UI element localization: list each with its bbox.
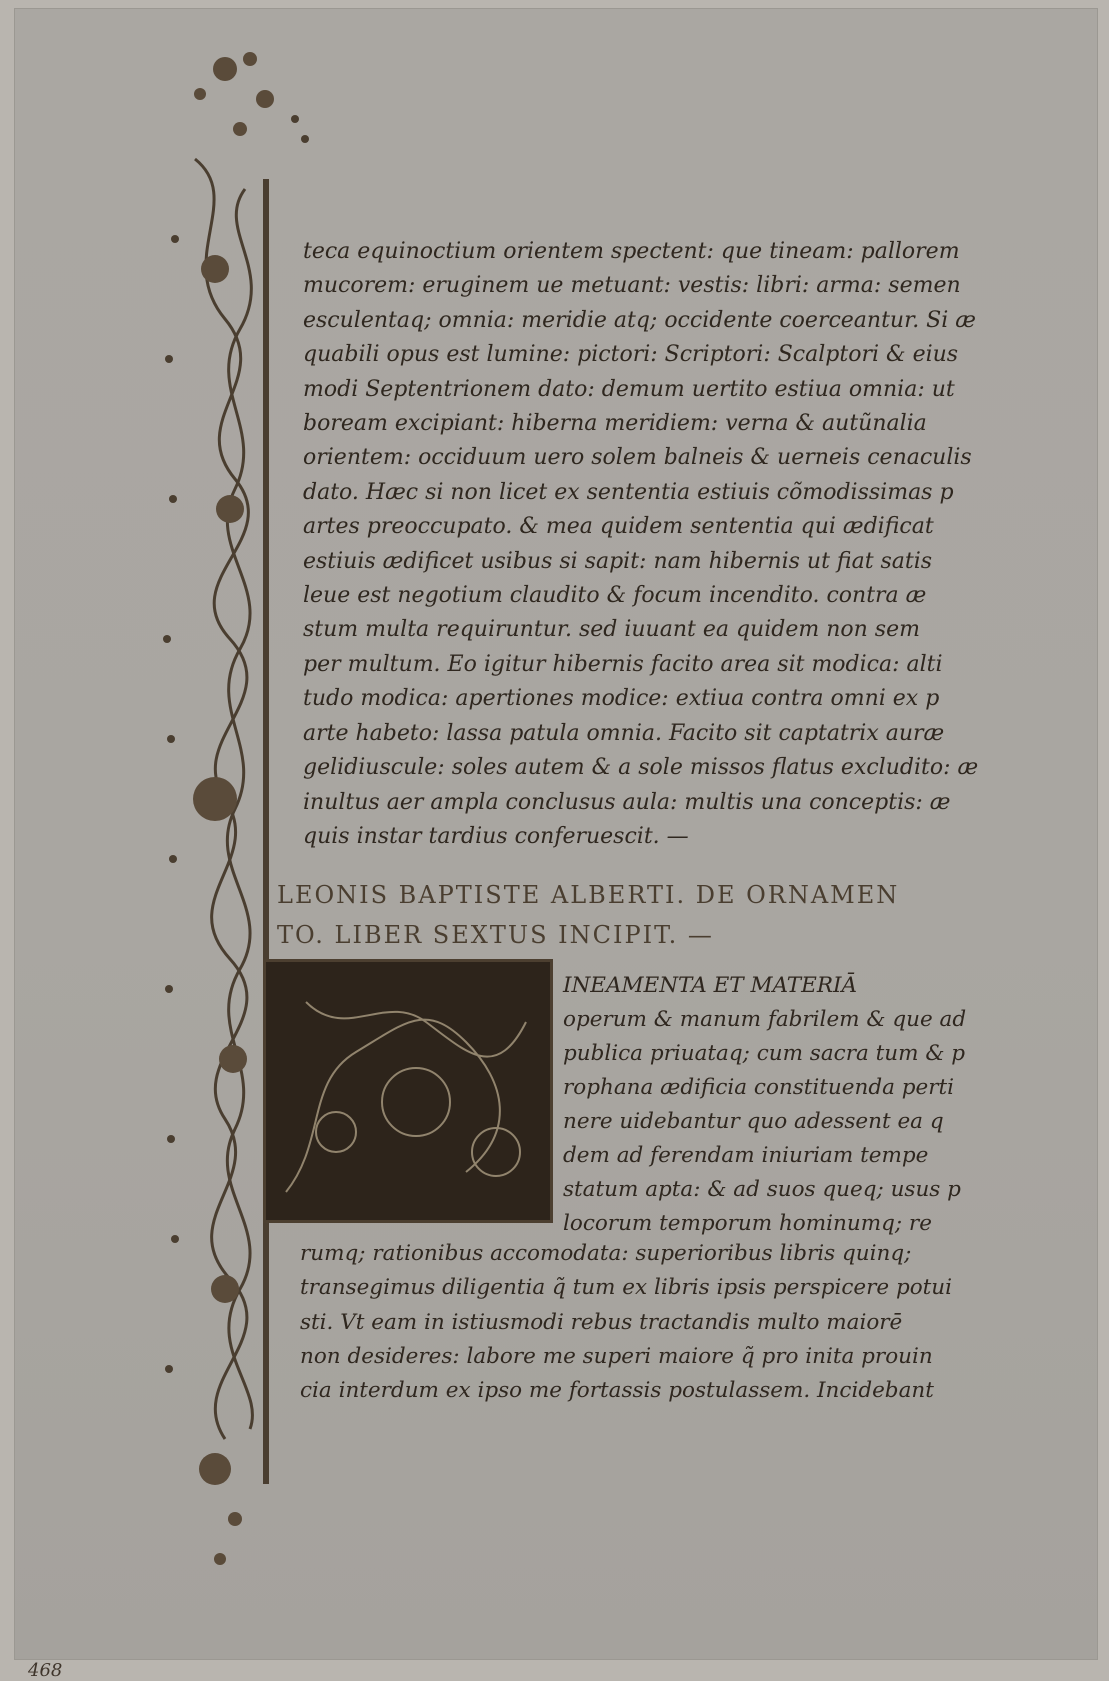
text-line: modi Septentrionem dato: demum uertito estiua omnia: ut xyxy=(303,376,955,402)
text-line: rumq; rationibus accomodata: superioribus libris quinq; xyxy=(300,1241,912,1266)
text-line: tudo modica: apertiones modice: extiua contra omni ex p xyxy=(303,686,940,712)
rubric-heading xyxy=(277,875,899,955)
text-line: transegimus diligentia q̃ tum ex libris ipsis perspicere potui xyxy=(300,1275,953,1301)
text-line: dem ad ferendam iniuriam tempe xyxy=(563,1143,929,1168)
text-line: publica priuataq; cum sacra tum & p xyxy=(563,1041,966,1066)
body-text-lower xyxy=(300,1237,952,1408)
border-stem xyxy=(263,179,269,1484)
body-text-beside-initial xyxy=(563,969,966,1241)
body-text-upper xyxy=(303,235,978,854)
text-line: operum & manum fabrilem & que ad xyxy=(563,1007,967,1032)
text-line: non desideres: labore me superi maiore q̃ pro inita prouin xyxy=(300,1343,933,1369)
text-line: INEAMENTA ET MATERIĀ xyxy=(563,973,858,998)
text-line: rophana ædificia constituenda perti xyxy=(563,1075,955,1100)
rubric-line: TO. LIBER SEXTUS INCIPIT. — xyxy=(277,921,714,949)
text-line: statum apta: & ad suos queq; usus p xyxy=(563,1177,961,1202)
text-line: esculentaq; omnia: meridie atq; occidente coerceantur. Si æ xyxy=(303,307,976,333)
text-line: cia interdum ex ipso me fortassis postulassem. Incidebant xyxy=(300,1378,934,1404)
rubric-line: LEONIS BAPTISTE ALBERTI. DE ORNAMEN xyxy=(277,881,900,909)
text-line: quis instar tardius conferuescit. — xyxy=(303,823,689,849)
text-line: mucorem: eruginem ue metuant: vestis: libri: arma: semen xyxy=(303,273,961,299)
text-line: artes preoccupato. & mea quidem sententia qui ædificat xyxy=(303,514,934,540)
text-line: locorum temporum hominumq; re xyxy=(563,1211,932,1236)
text-line: boream excipiant: hiberna meridiem: verna & autũnalia xyxy=(303,411,927,437)
text-line: arte habeto: lassa patula omnia. Facito sit captatrix auræ xyxy=(303,720,945,746)
manuscript-page xyxy=(14,8,1098,1660)
text-line: sti. Vt eam in istiusmodi rebus tractandis multo maiorē xyxy=(300,1309,903,1335)
text-line: inultus aer ampla conclusus aula: multis una conceptis: æ xyxy=(303,789,951,815)
catalog-number: 468 xyxy=(28,1660,63,1681)
text-line: estiuis ædificet usibus si sapit: nam hibernis ut fiat satis xyxy=(303,548,933,574)
text-line: per multum. Eo igitur hibernis facito area sit modica: alti xyxy=(303,651,943,677)
text-line: dato. Hæc si non licet ex sententia estiuis cõmodissimas p xyxy=(303,479,954,505)
text-line: nere uidebantur quo adessent ea q xyxy=(563,1109,944,1134)
text-line: quabili opus est lumine: pictori: Scriptori: Scalptori & eius xyxy=(303,342,959,368)
text-line: leue est negotium claudito & focum incendito. contra æ xyxy=(303,583,927,609)
text-line: stum multa requiruntur. sed iuuant ea quidem non sem xyxy=(303,617,920,643)
text-line: gelidiuscule: soles autem & a sole missos flatus excludito: æ xyxy=(303,755,979,781)
text-line: teca equinoctium orientem spectent: que tineam: pallorem xyxy=(303,239,960,264)
illuminated-initial-L xyxy=(263,959,553,1223)
text-line: orientem: occiduum uero solem balneis & uerneis cenaculis xyxy=(303,445,972,471)
